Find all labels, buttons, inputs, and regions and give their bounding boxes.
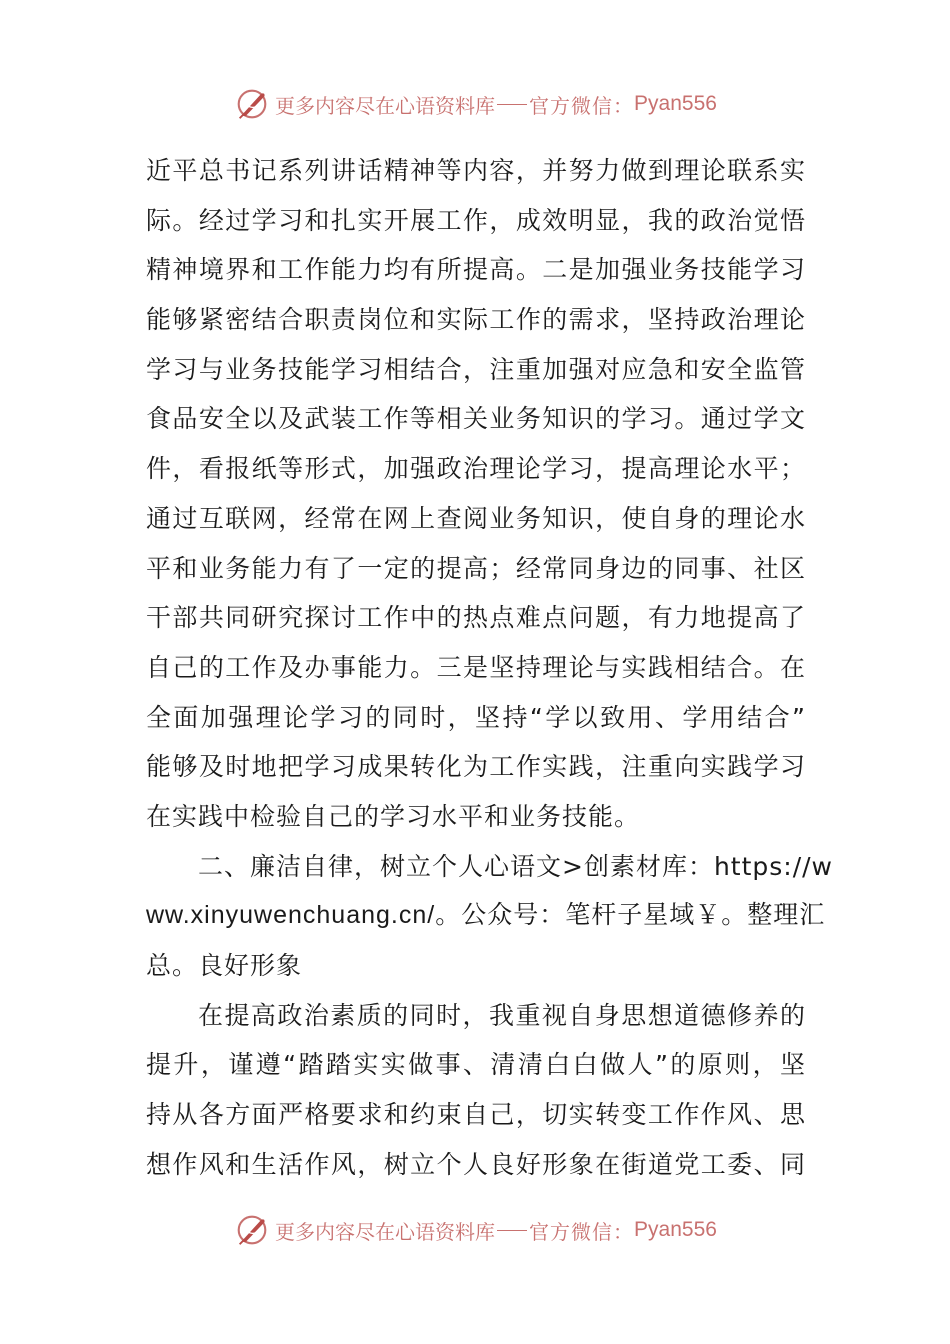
wechat-id: Pyan556 bbox=[634, 1218, 717, 1241]
banner-divider bbox=[497, 104, 527, 105]
wechat-id: Pyan556 bbox=[634, 92, 717, 115]
footer-banner bbox=[0, 1208, 950, 1252]
site-name: 更多内容尽在心语资料库 bbox=[275, 93, 496, 118]
text-line: 干部共同研究探讨工作中的热点难点问题，有力地提高了 bbox=[146, 603, 806, 633]
wechat-label: 官方微信： bbox=[529, 1219, 635, 1244]
quill-pen-icon bbox=[233, 85, 271, 123]
text-line: 食品安全以及武装工作等相关业务知识的学习。通过学文 bbox=[146, 404, 806, 434]
section-heading-line: 二、廉洁自律，树立个人心语文>创素材库：https://w bbox=[198, 851, 834, 881]
text-line: 件，看报纸等形式，加强政治理论学习，提高理论水平； bbox=[146, 454, 806, 484]
document-body bbox=[146, 146, 834, 1189]
text-line: 持从各方面严格要求和约束自己，切实转变工作作风、思 bbox=[146, 1100, 806, 1130]
text-line: 能够及时地把学习成果转化为工作实践，注重向实践学习 bbox=[146, 752, 806, 782]
text-line: 近平总书记系列讲话精神等内容，并努力做到理论联系实 bbox=[146, 156, 806, 185]
text-line: 平和业务能力有了一定的提高；经常同身边的同事、社区 bbox=[146, 553, 806, 583]
text-line: 学习与业务技能学习相结合，注重加强对应急和安全监管 bbox=[146, 354, 806, 384]
site-name: 更多内容尽在心语资料库 bbox=[275, 1219, 496, 1244]
text-line: 全面加强理论学习的同时，坚持“学以致用、学用结合” bbox=[146, 702, 806, 732]
header-banner bbox=[0, 82, 950, 126]
text-line: 自己的工作及办事能力。三是坚持理论与实践相结合。在 bbox=[146, 652, 806, 682]
text-line: 精神境界和工作能力均有所提高。二是加强业务技能学习 bbox=[146, 255, 806, 285]
text-line: 提升，谨遵“踏踏实实做事、清清白白做人”的原则，坚 bbox=[146, 1050, 806, 1080]
text-line: 通过互联网，经常在网上查阅业务知识，使自身的理论水 bbox=[146, 503, 806, 533]
text-line: ww.xinyuwenchuang.cn/。公众号：笔杆子星域￥。整理汇 bbox=[146, 901, 826, 930]
banner-divider bbox=[497, 1230, 527, 1231]
text-line: 总。良好形象 bbox=[146, 951, 303, 980]
text-line: 际。经过学习和扎实开展工作，成效明显，我的政治觉悟 bbox=[146, 205, 806, 235]
paragraph-start-line: 在提高政治素质的同时，我重视自身思想道德修养的 bbox=[198, 1000, 806, 1030]
text-line: 能够紧密结合职责岗位和实际工作的需求，坚持政治理论 bbox=[146, 305, 806, 335]
text-line: 在实践中检验自己的学习水平和业务技能。 bbox=[146, 801, 641, 831]
quill-pen-icon bbox=[233, 1211, 271, 1249]
text-line: 想作风和生活作风，树立个人良好形象在街道党工委、同 bbox=[146, 1149, 806, 1179]
wechat-label: 官方微信： bbox=[529, 93, 635, 118]
